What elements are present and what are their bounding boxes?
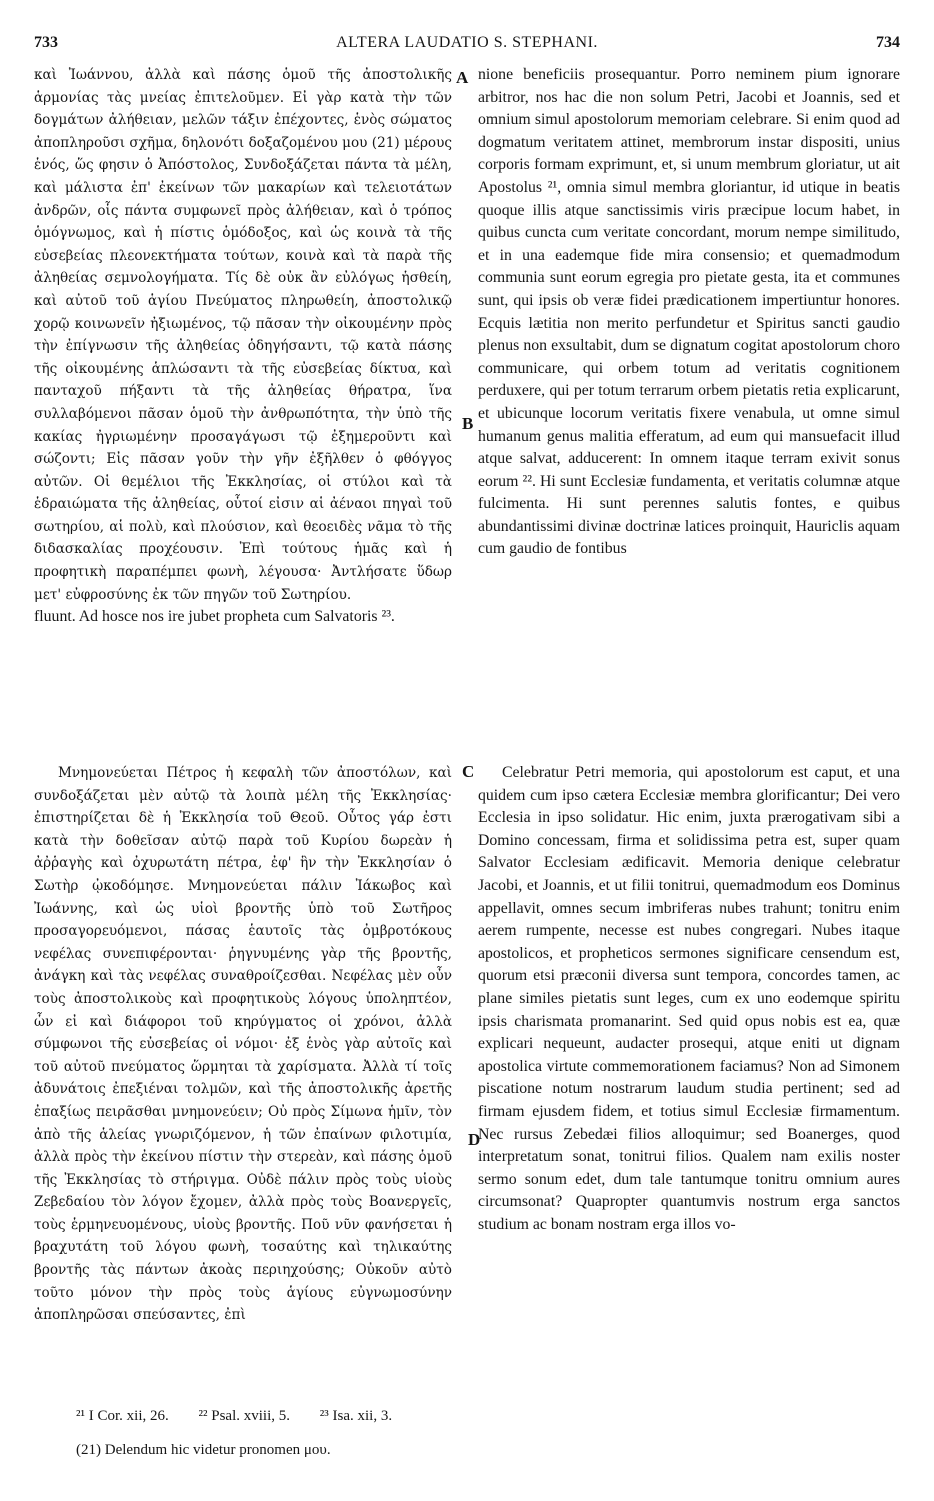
page-header <box>34 34 900 58</box>
greek-text-top: καὶ Ἰωάννου, ἀλλὰ καὶ πάσης ὁμοῦ τῆς ἀποστολικῆς ἁρμονίας τὰς μνείας ἐπιτελοῦμεν. Εἰ γὰρ κατὰ τὴν τῶν δογμάτων ἀλήθειαν, μελῶν τάξιν ἐπέχοντες, ἑνὸς σώματος ἀποπληροῦσι σχῆμα, δηλονότι δοξαζομένου μου (21) μέρους ἑνός, ὥς φησιν ὁ Ἀπόστολος, Συνδοξάζεται πάντα τὰ μέλη, καὶ μάλιστα ἐπ' ἐκείνων τῶν μακαρίων καὶ τελειοτάτων ἀνδρῶν, οἷς πάντα συμφωνεῖ πρὸς ἀλήθειαν, καὶ ὁ τρόπος ὁμόγνωμος, καὶ ἡ πίστις ὁμόδοξος, καὶ ὡς κοινὰ τὰ τῆς εὐσεβείας πλεονεκτήματα τούτων, κοινὰ καὶ τὰ παρὰ τῆς ἀληθείας σεμνολογήματα. Τίς δὲ οὐκ ἂν εὐλόγως ἡσθείη, καὶ αὐτοῦ τοῦ ἁγίου Πνεύματος πληρωθείη, ἀποστολικῷ χορῷ κοινωνεῖν ἠξιωμένος, τῷ πᾶσαν τὴν οἰκουμένην πρὸς τὴν ἐπίγνωσιν τῆς ἀληθείας ὁδηγήσαντι, τῷ κατὰ πάσης τῆς οἰκουμένης ἁπλώσαντι τὰ τῆς εὐσεβείας δίκτυα, καὶ πανταχοῦ πήξαντι τὰ τῆς ἀληθείας θήρατρα, ἵνα συλλαβόμενοι πᾶσαν ὁμοῦ τὴν ἀνθρωπότητα, τὴν ὑπὸ τῆς κακίας ἠγριωμένην προσαγάγωσι τῷ ἐξημεροῦντι καὶ σώζοντι; Εἰς πᾶσαν γοῦν τὴν γῆν ἐξῆλθεν ὁ φθόγγος αὐτῶν. Οἱ θεμέλιοι τῆς Ἐκκλησίας, οἱ στύλοι καὶ τὰ ἑδραιώματα τῆς ἀληθείας, οὗτοί εἰσιν αἱ ἀέναοι πηγαὶ τοῦ σωτηρίου, αἱ πολὺ, καὶ πλούσιον, καὶ θεοειδὲς νᾶμα τὸ τῆς διδασκαλίας προχέουσιν. Ἐπὶ τούτους ἡμᾶς καὶ ἡ προφητικὴ παραπέμπει φωνὴ, λέγουσα· Ἀντλήσατε ὕδωρ μετ' εὐφροσύνης ἐκ τῶν πηγῶν τοῦ Σωτηρίου. <box>34 67 452 603</box>
margin-letter-d: D <box>468 1130 481 1149</box>
margin-letter-a: A <box>456 68 469 87</box>
latin-column-bottom <box>478 762 900 1236</box>
margin-letter-b: B <box>462 414 474 433</box>
editor-note: (21) Delendum hic videtur pronomen μου. <box>76 1442 331 1458</box>
page-number-right: 734 <box>876 34 900 51</box>
footnotes <box>76 1408 876 1459</box>
page-number-left: 733 <box>34 34 58 51</box>
greek-text-bottom: Μνημονεύεται Πέτρος ἡ κεφαλὴ τῶν ἀποστόλων, καὶ συνδοξάζεται μὲν αὐτῷ τὰ λοιπὰ μέλη τῆς Ἐκκλησίας· ἐπιστηρίζεται δὲ ἡ Ἐκκλησία τοῦ Θεοῦ. Οὗτος γάρ ἐστι κατὰ τὴν δοθεῖσαν αὐτῷ παρὰ τοῦ Κυρίου δωρεὰν ἡ ἀῤῥαγὴς καὶ ὀχυρωτάτη πέτρα, ἐφ' ἣν τὴν Ἐκκλησίαν ὁ Σωτὴρ ᾠκοδόμησε. Μνημονεύεται πάλιν Ἰάκωβος καὶ Ἰωάννης, καὶ ὡς υἱοὶ βροντῆς ὑπὸ τοῦ Σωτῆρος προσαγορευόμενοι, πάσας ἑαυτοῖς τὰς ὀμβροτόκους νεφέλας συνεπιφέρονται· ῥηγνυμένης γὰρ τῆς βροντῆς, ἀνάγκη καὶ τὰς νεφέλας συναθροίζεσθαι. Νεφέλας μὲν οὖν τοὺς ἀποστολικοὺς καὶ προφητικοὺς λόγους ὑποληπτέον, ὧν εἰ καὶ διάφοροι τοῦ κηρύγματος οἱ χρόνοι, ἀλλὰ σύμφωνοι τῆς εὐσεβείας οἱ νόμοι· ἐξ ἑνὸς γὰρ αὐτοῖς καὶ τοῦ αὐτοῦ πνεύματος ὥρμηται τὰ χαρίσματα. Ἀλλὰ τί τοῖς ἀδυνάτοις ἐπεξιέναι τολμῶν, καὶ τῆς ἀποστολικῆς ἀρετῆς ἐπαξίως πειρᾶσθαι μνημονεύειν; Οὐ πρὸς Σίμωνα ἡμῖν, τὸν ἀπὸ τῆς ἁλείας γνωριζόμενον, ἡ τῶν ἐπαίνων φιλοτιμία, ἀλλὰ πρὸς τὴν ἐκείνου πίστιν τὴν στερεὰν, καὶ πάσης ὁμοῦ τῆς Ἐκκλησίας τὸ στήριγμα. Οὐδὲ πάλιν πρὸς τοὺς υἱοὺς Ζεβεδαίου τὸν λόγον ἔχομεν, ἀλλὰ πρὸς τοὺς Βοανεργεῖς, τοὺς ἑρμηνευομένους, υἱοὺς βροντῆς. Ποῦ νῦν φανήσεται ἡ βραχυτάτη τοῦ λόγου φωνὴ, τοσαύτης καὶ τηλικαύτης βροντῆς τὰς πάντων ἀκοὰς περιηχούσης; Οὐκοῦν αὐτὸ τοῦτο μόνον τὴν πρὸς τοὺς ἁγίους εὐγνωμοσύνην ἀποπληρῶσαι σπεύσαντες, ἐπὶ <box>34 765 452 1324</box>
greek-column-bottom <box>34 762 452 1327</box>
footnote-23: ²³ Isa. xii, 3. <box>319 1408 393 1424</box>
margin-letter-c: C <box>462 762 475 781</box>
latin-column-top <box>478 64 900 561</box>
footnote-22: ²² Psal. xviii, 5. <box>198 1408 291 1424</box>
scripture-references <box>76 1408 876 1438</box>
greek-column-top <box>34 64 452 629</box>
footnote-21: ²¹ I Cor. xii, 26. <box>76 1408 169 1424</box>
running-title: ALTERA LAUDATIO S. STEPHANI. <box>336 34 598 51</box>
latin-text-top: nione beneficiis prosequantur. Porro neminem pium ignorare arbitror, nos hac die non solum Petri, Jacobi et Joannis, sed et omnium simul apostolorum memoriam celebrare. Si enim quod ad dogmatum veritatem attinet, membrorum instar dispositi, unius corporis formam exprimunt, et, si unum membrum gloriatur, ut ait Apostolus ²¹, omnia simul membra gloriantur, id utique in beatis quoque illis atque sanctissimis viris præcipue locum habet, in quibus cuncta cum veritate concordant, morum nempe similitudo, et in una eademque fide mira consensio; et quemadmodum communia sunt eorum egregia pro pietate gesta, ita et communes sunt, qui ipsis ob veræ fidei prædicationem impertiuntur honores. Ecquis lætitia non merito perfundetur et Spiritus sancti gaudio plenus non exsultabit, dum se dignatum cogitat apostolorum choro communicare, qui orbem totum ad veritatis cognitionem perduxere, qui per totum terrarum orbem pietatis retia explicarunt, et ubicunque locorum veritatis fixere venabula, ut omne simul humanum genus malitia efferatum, ad eum qui mansuefacit illud atque salvat, adducerent: In omnem itaque terram exivit sonus eorum ²². Hi sunt Ecclesiæ fundamenta, et veritatis columnæ atque fulcimenta. Hi sunt perennes salutis fontes, e quibus abundantissimi divinæ doctrinæ latices proinquit, Hauriclis aquam cum gaudio de fontibus <box>478 66 900 558</box>
latin-carryover: fluunt. Ad hosce nos ire jubet propheta cum Salvatoris ²³. <box>34 608 395 626</box>
latin-text-bottom: Celebratur Petri memoria, qui apostolorum est caput, et una quidem cum ipso cætera Ecclesiæ membra glorificantur; Dei vero Ecclesia in ipso solidatur. Hic enim, juxta prærogativam sibi a Domino concessam, firma et solidissima petra est, super quam Salvator Ecclesiam ædificavit. Memoria denique celebratur Jacobi, et Joannis, et ut filii tonitrui, quemadmodum eos Dominus appellavit, omnes secum imbriferas nubes trahunt; tonitru enim aerem rumpente, necesse est nubes congregari. Nubes itaque apostolicos, et propheticos sermones significare censendum est, quorum etsi præconii diversa sunt tempora, concordes tamen, ac plane similes pietatis sunt leges, cum ex uno eodemque spiritu ipsis charismata promanarint. Sed quid opus nobis est ea, quæ explicari nequeunt, audacter prosequi, atque eniti ut dignam apostolica virtute commemorationem faciamus? Non ad Simonem piscatione notum nostrarum laudum studia pertinent; sed ad firmam ejusdem fidem, et totius simul Ecclesiæ firmamentum. Nec rursus Zebedæi filios alloquimur; sed Boanerges, quod interpretatum sonat, tonitrui filios. Qualem nam exilis noster sermo sonum edet, dum tale tantumque tonitru omnium aures circumsonat? Quapropter quantumvis nostrum erga sanctos studium ac bonam nostram erga illos vo- <box>478 764 900 1233</box>
